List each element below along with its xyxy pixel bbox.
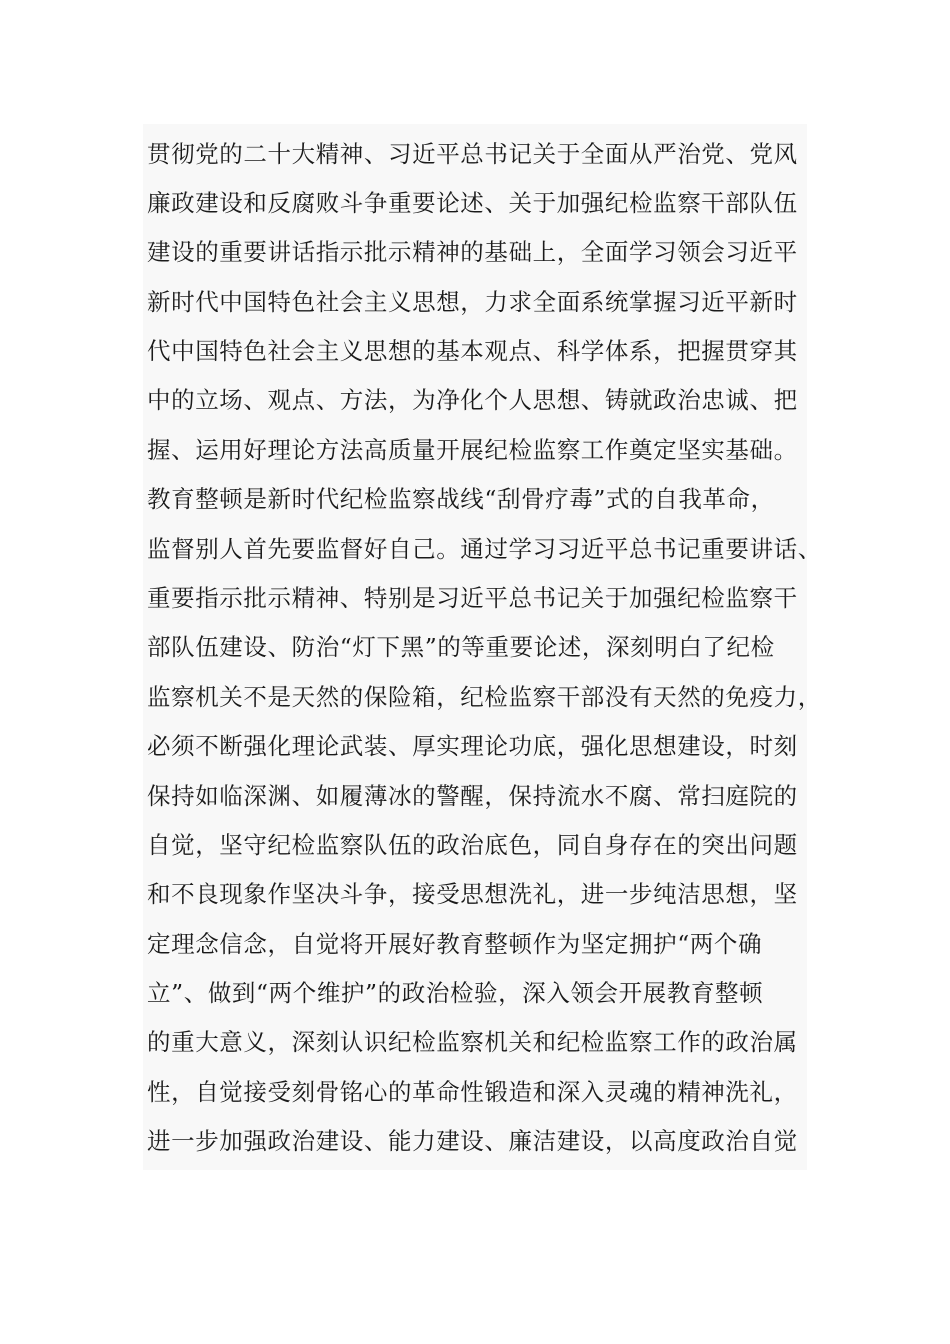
text-line: 贯彻党的二十大精神、习近平总书记关于全面从严治党、党风 [147,140,798,168]
text-line: 监督别人首先要监督好自己。通过学习习近平总书记重要讲话、 [147,535,822,563]
text-line: 立”、做到“两个维护”的政治检验，深入领会开展教育整顿 [147,979,764,1007]
text-line: 必须不断强化理论武装、厚实理论功底，强化思想建设，时刻 [147,732,798,760]
text-line: 自觉，坚守纪检监察队伍的政治底色，同自身存在的突出问题 [147,831,798,859]
text-line: 握、运用好理论方法高质量开展纪检监察工作奠定坚实基础。 [147,436,798,464]
text-line: 廉政建设和反腐败斗争重要论述、关于加强纪检监察干部队伍 [147,189,798,217]
text-line: 监察机关不是天然的保险箱，纪检监察干部没有天然的免疫力， [147,683,822,711]
text-line: 建设的重要讲话指示批示精神的基础上，全面学习领会习近平 [147,238,798,266]
text-line: 重要指示批示精神、特别是习近平总书记关于加强纪检监察干 [147,584,798,612]
text-line: 中的立场、观点、方法，为净化个人思想、铸就政治忠诚、把 [147,386,798,414]
text-line: 保持如临深渊、如履薄冰的警醒，保持流水不腐、常扫庭院的 [147,782,798,810]
text-line: 和不良现象作坚决斗争，接受思想洗礼，进一步纯洁思想，坚 [147,880,798,908]
text-line: 进一步加强政治建设、能力建设、廉洁建设，以高度政治自觉 [147,1127,798,1155]
text-line: 代中国特色社会主义思想的基本观点、科学体系，把握贯穿其 [147,337,798,365]
text-line: 部队伍建设、防治“灯下黑”的等重要论述，深刻明白了纪检 [147,633,775,661]
text-line: 新时代中国特色社会主义思想，力求全面系统掌握习近平新时 [147,288,798,316]
text-line: 的重大意义，深刻认识纪检监察机关和纪检监察工作的政治属 [147,1028,798,1056]
text-block [143,124,822,1170]
text-line: 教育整顿是新时代纪检监察战线“刮骨疗毒”式的自我革命， [147,485,775,513]
text-line: 性，自觉接受刻骨铭心的革命性锻造和深入灵魂的精神洗礼， [147,1078,798,1106]
text-line: 定理念信念，自觉将开展好教育整顿作为坚定拥护“两个确 [147,930,763,958]
